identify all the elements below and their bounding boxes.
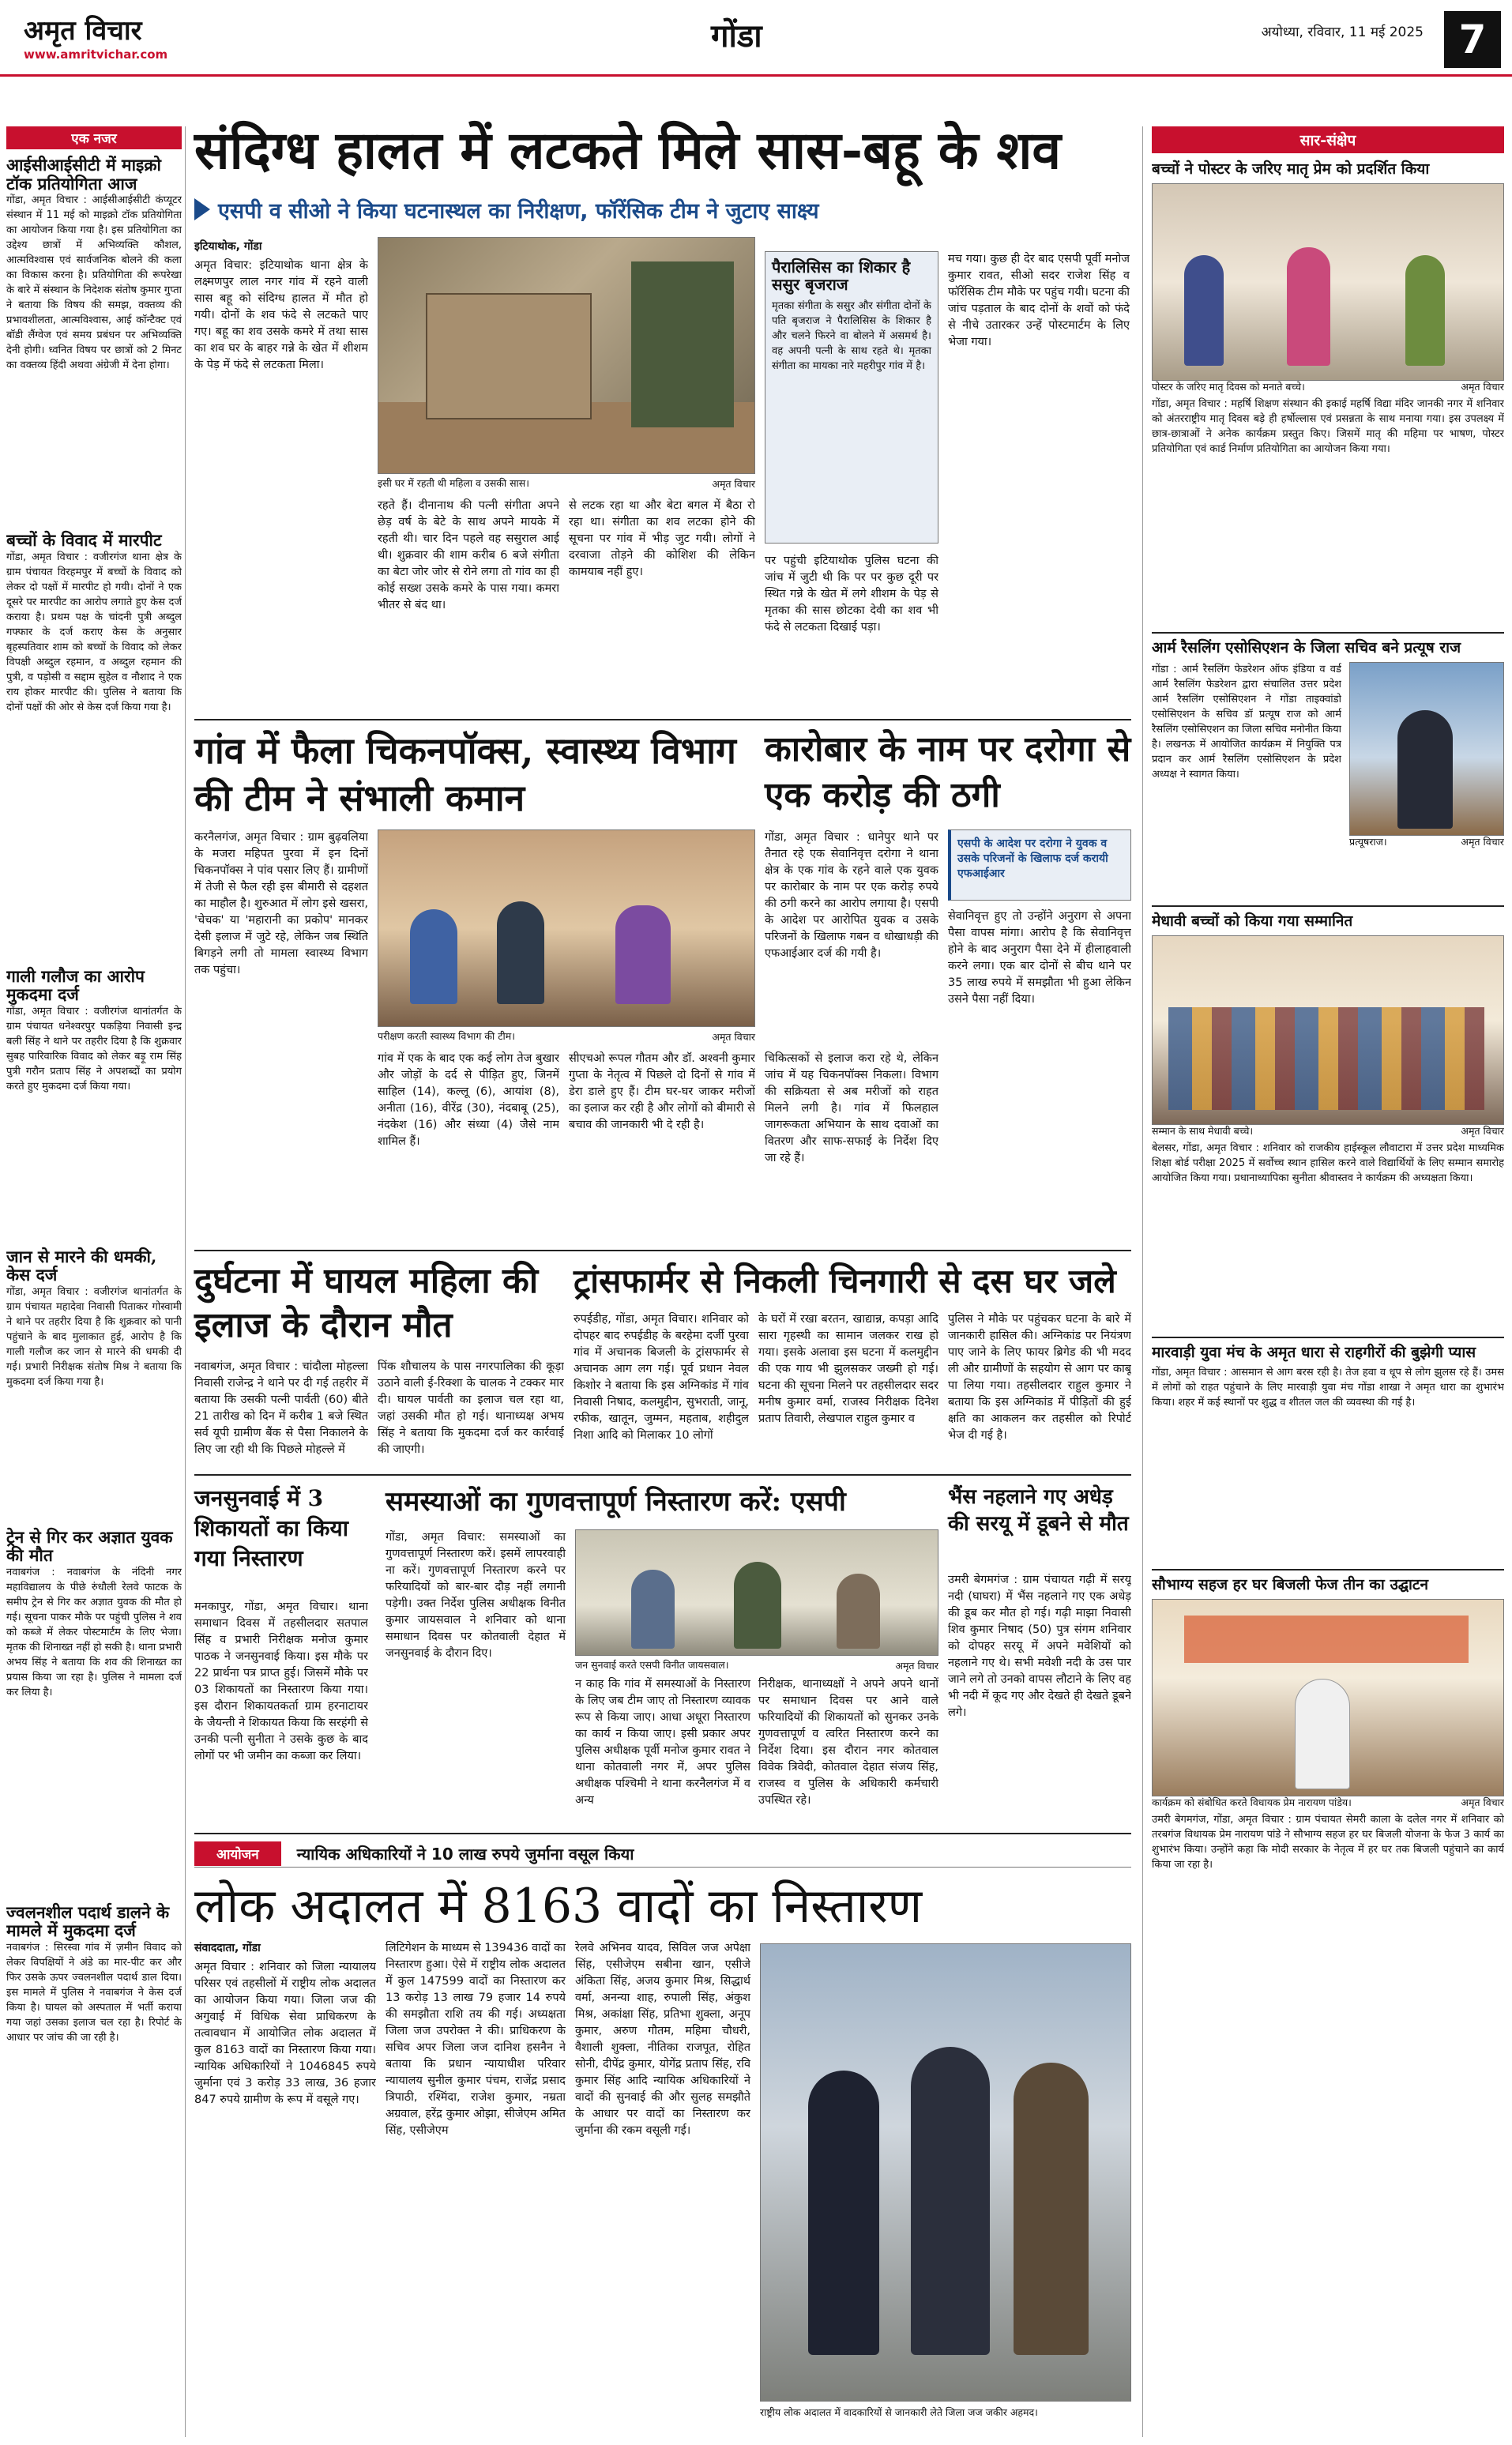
brief-text: नवाबगंज : नवाबगंज के नंदिनी नगर महाविद्यालय के पीछे रुंधौली रेलवे फाटक के समीप ट्रेन से गिर कर अज्ञात युवक की मौत हो गई। सूचना पाकर मौके पर पहुंची पुलिस ने शव को कब्जे में लेकर पोस्टमार्टम के लिए भेजा। मृतक की शिनाख्त नहीं हो सकी है। थाना प्रभारी अभय सिंह ने बताया कि शव की शिनाख्त का प्रयास किया जा रहा है। पुलिस ने मामला दर्ज कर लिया है।: [6, 1566, 182, 1698]
brief-text: गोंडा : आर्म रैसलिंग फेडरेशन ऑफ इंडिया व वर्ड आर्म रैसलिंग फेडरेशन द्वारा संचालित उत्तर प्रदेश आर्म रैसलिंग एसोसिएशन ने गोंडा ताइक्वांडो एसोसिएशन के सचिव डॉ प्रत्यूष राज को आर्म रैसलिंग एसोसिएशन का जिला सचिव मनोनीत किया है। लखनऊ में आयोजित कार्यक्रम में नियुक्ति पत्र प्रदान कर आर्म रैसलिंग एसोसिएशन के प्रदेश अध्यक्ष ने स्वागत किया।: [1152, 664, 1341, 781]
arm-wrestling-block: [1152, 662, 1504, 899]
quality-photo: [575, 1529, 938, 1656]
story-divider: [194, 719, 1131, 720]
brief-text: गोंडा, अमृत विचार : आसमान से आग बरस रही है। तेज हवा व धूप से लोग झुलस रहे हैं। उमस में लोगों को राहत पहुंचाने के लिए मारवाड़ी युवा मंच गोंडा शाखा ने अमृत धारा का शुभारंभ किया। शहर में कई स्थानों पर शुद्ध व शीतल जल की व्यवस्था की गई है।: [1152, 1367, 1504, 1409]
photo-person: [615, 905, 671, 1004]
chickenpox-col2: गांव में एक के बाद एक कई लोग तेज बुखार और जोड़ों के दर्द से पीड़ित हुए, जिनमें साहिल (14), कल्लू (6), आयांश (8), अनीता (16), वीरेंद्र (30), नंदबाबू (25), नंदकेश (16) और संध्या (4) जैसे नाम शामिल हैं।: [378, 1052, 559, 1148]
fraud-box: एसपी के आदेश पर दरोगा ने युवक व उसके परिजनों के खिलाफ दर्ज करायी एफआईआर: [948, 829, 1131, 901]
brief-heading: बच्चों के विवाद में मारपीट: [6, 530, 162, 551]
quality-headline: समस्याओं का गुणवत्तापूर्ण निस्तारण करें: एसपी: [386, 1486, 846, 1518]
brief-text: गोंडा, अमृत विचार : वजीरगंज थानांतर्गत के ग्राम पंचायत धनेश्वरपुर पकड़िया निवासी इन्द्र बली सिंह ने थाने पर तहरीर दिया है कि शुक्रवार सुबह पारिवारिक विवाद को लेकर बड़ू राम सिंह पुत्री गरौन प्रताप सिंह ने अपशब्दों का प्रयोग करते हुए मुकदमा दर्ज किया गया।: [6, 1005, 182, 1093]
transformer-col2: के घरों में रखा बरतन, खाद्यान्न, कपड़ा आदि सारा गृहस्थी का सामान जलकर राख हो गया। इसके अलावा इस घटना में कलमुद्दीन की एक गाय भी झुलसकर जख्मी हो गई। घटना की सूचना मिलने पर तहसीलदार सदर मनीष कुमार वर्मा, राजस्व निरीक्षक दिनेश प्रताप तिवारी, लेखपाल राहुल कुमार व: [758, 1313, 938, 1425]
main-headline: संदिग्ध हालत में लटकते मिले सास-बहू के शव: [194, 119, 1062, 181]
brief-heading: ज्वलनशील पदार्थ डालने के मामले में मुकदमा दर्ज: [6, 1901, 170, 1941]
brief-text: नवाबगंज : सिरस्वा गांव में ज़मीन विवाद को लेकर विपक्षियों ने अंडे का मार-पीट कर और फिर उसके ऊपर ज्वलनशील पदार्थ डाल दिया। इस मामले में पुलिस ने नवाबगंज ने केस दर्ज किया है। घायल को अस्पताल में भर्ती कराया गया जहां उसका इलाज चल रहा है। रिपोर्ट के आधार पर जांच की जा रही है।: [6, 1941, 182, 2044]
quality-caption: जन सुनवाई करते एसपी विनीत जायसवाल।: [575, 1659, 729, 1671]
chickenpox-col3: सीएचओ रूपल गौतम और डॉ. अश्वनी कुमार गुप्ता के नेतृत्व में पिछले दो दिनों से गांव में डेरा डाले हुए हैं। टीम घर-घर जाकर मरीजों का इलाज कर रही है और लोगों को बीमारी से बचाव की जानकारी भी दे रही है।: [569, 1052, 755, 1131]
transformer-lead: रुपईडीह, गोंडा, अमृत विचार। शनिवार को दोपहर बाद रुपईडीह के बरहेमा दर्जी पुरवा गांव में अचानक बिजली के ट्रांसफार्मर से अचानक आग लग गई। पूर्व प्रधान नेवल किशोर ने बताया कि इस अग्निकांड में गांव निवासी निषाद, कलमुद्दीन, सुभराती, जानू, रफीक, खातून, जुम्मन, महताब, शहीदुल निशा आदि को मिलाकर 10 लोगों: [574, 1313, 749, 1442]
logo: अमृत विचार: [24, 15, 142, 47]
photo-credit: अमृत विचार: [712, 1031, 755, 1043]
ssur-box-heading: पैरालिसिस का शिकार है ससुर बृजराज: [772, 258, 911, 295]
main-photo-caption: इसी घर में रहती थी महिला व उसकी सास।: [378, 477, 529, 489]
drown-headline: भैंस नहलाने गए अधेड़ की सरयू में डूबने से मौत: [948, 1485, 1129, 1536]
main-col5: मच गया। कुछ ही देर बाद एसपी पूर्वी मनोज कुमार रावत, सीओ सदर राजेश सिंह व फॉरेंसिक टीम मौके पर पहुंच गयी। घटना की जांच पड़ताल के बाद दोनों के शवों को फंदे से नीचे उतारकर उन्हें पोस्टमार्टम के लिए भेजा गया।: [948, 253, 1130, 348]
photo-person: [410, 909, 457, 1004]
photo-credit: अमृत विचार: [895, 1660, 938, 1672]
left-column: [6, 126, 182, 2433]
chickenpox-photo: [378, 829, 755, 1027]
brief-heading: मारवाड़ी युवा मंच के अमृत धारा से राहगीरों की बुझेगी प्यास: [1152, 1337, 1504, 1362]
brief-text: गोंडा, अमृत विचार : महर्षि शिक्षण संस्थान की इकाई महर्षि विद्या मंदिर जानकी नगर में शनिवार को अंतरराष्ट्रीय मातृ दिवस बड़े ही हर्षोल्लास एवं प्रसन्नता के साथ मनाया गया। इस उपलक्ष्य में छात्र-छात्राओं ने अनेक कार्यक्रम प्रस्तुत किए। जिसमें मातृ की महिमा पर भाषण, पोस्टर प्रतियोगिता एवं कार्ड निर्माण प्रतियोगिता का आयोजन किया गया।: [1152, 398, 1504, 455]
photo-person: [1184, 255, 1224, 366]
photo-banner: [1184, 1616, 1469, 1663]
lok-headline: लोक अदालत में 8163 वादों का निस्तारण: [194, 1879, 923, 1934]
header-rule: [0, 74, 1512, 77]
transformer-headline: ट्रांसफार्मर से निकली चिनगारी से दस घर जले: [574, 1262, 1116, 1300]
quality-text: गोंडा, अमृत विचार: समस्याओं का गुणवत्तापूर्ण निस्तारण करें। इसमें लापरवाही ना करें। गुणवत्तापूर्ण निस्तारण करने पर फरियादियों को बार-बार दौड़ नहीं लगानी पड़ेगी। उक्त निर्देश पुलिस अधीक्षक विनीत कुमार जायसवाल ने शनिवार को थाना समाधान दिवस पर कोतवाली देहात में जनसुनवाई के दौरान दिए।: [386, 1531, 566, 1660]
meritorious-photo: [1152, 935, 1504, 1125]
brief-text: गोंडा, अमृत विचार : आईसीआईसीटी कंप्यूटर संस्थान में 11 मई को माइक्रो टॉक प्रतियोगिता का आयोजन किया गया है। इस प्रतियोगिता का उद्देश्य छात्रों में अभिव्यक्ति कौशल, आत्मविश्वास एवं सार्वजनिक बोलने की कला का विकास करना है। प्रतियोगिता की रूपरेखा के बारे में संस्थान के निदेशक संतोष कुमार गुप्ता ने बताया कि विषय की समझ, वक्तव्य की प्रभावशीलता, आत्मविश्वास, आई कॉन्टैक्ट एवं बॉडी लैंग्वेज एवं समय प्रबंधन पर अभिव्यक्ति देनी होगी। ध्वनित विषय पर छात्रों को 2 मिनट का वक्तव्य हिंदी अथवा अंग्रेजी में देना होगा।: [6, 194, 182, 372]
photo-credit: अमृत विचार: [712, 478, 755, 490]
column-rule: [1142, 126, 1143, 2437]
drown-text: उमरी बेगमगंज : ग्राम पंचायत गढ़ी में सरयू नदी (घाघरा) में भैंस नहलाने गए एक अधेड़ की डूब कर मौत हो गई। गढ़ी माझा निवासी शिव कुमार निषाद (50) पुत्र संगम शनिवार को दोपहर सरयू में अपने मवेशियों को नहलाने गए थे। सभी मवेशी नदी के उस पार जाने लगे तो उनको वापस लौटाने के लिए वह भी नदी में कूद गए और देखते ही देखते डूबने लगे।: [948, 1574, 1131, 1719]
brief-list: [6, 156, 182, 2240]
main-subhead: एसपी व सीओ ने किया घटनास्थल का निरीक्षण, फॉरेंसिक टीम ने जुटाए साक्ष्य: [194, 191, 1126, 228]
quality-col3: निरीक्षक, थानाध्यक्षों ने अपने अपने थानों पर समाधान दिवस पर आने वाले फरियादियों की शिकायतों को सुनकर उनके गुणवत्तापूर्ण व त्वरित निस्तारण करने का निर्देश दिया। इस दौरान नगर कोतवाल विवेक त्रिवेदी, कोतवाल देहात संजय सिंह, राजस्व व पुलिस के अधिकारी कर्मचारी उपस्थित रहे।: [758, 1678, 938, 1807]
main-photo: [378, 237, 755, 474]
quality-col2: न काह कि गांव में समस्याओं के निस्तारण के लिए जब टीम जाए तो निस्तारण व्यावक रूप से किया जाए। आधा अधूरा निस्तारण का कार्य न किया जाए। इसी प्रकार अपर पुलिस अधीक्षक पूर्वी मनोज कुमार रावत ने थाना कोतवाली नगर में, अपर पुलिस अधीक्षक पश्चिमी ने थाना करनैलगंज में व अन्य: [575, 1678, 750, 1807]
caption-row: सम्मान के साथ मेधावी बच्चे। अमृत विचार: [1152, 1125, 1504, 1137]
ssur-box: [765, 251, 938, 544]
brief-text: बेलसर, गोंडा, अमृत विचार : शनिवार को राजकीय हाईस्कूल लौवाटारा में उत्तर प्रदेश माध्यमिक शिक्षा बोर्ड परीक्षा 2025 में सर्वोच्च स्थान हासिल करने वाले विद्यार्थियों के लिए सम्मान समारोह आयोजित किया गया। प्रधानाध्यापिका सुनीता श्रीवास्तव ने कार्यक्रम की अध्यक्षता किया।: [1152, 1142, 1504, 1184]
section-label-saar-sankshep: सार-संक्षेप: [1152, 126, 1504, 153]
photo-tree: [631, 261, 734, 427]
photo-person: [1397, 710, 1453, 829]
accident-headline: दुर्घटना में घायल महिला की इलाज के दौरान मौत: [194, 1261, 539, 1345]
column-rule: [185, 126, 186, 2437]
jansunwai-headline: जनसुनवाई में 3 शिकायतों का किया गया निस्तारण: [194, 1485, 349, 1571]
fraud-headline: कारोबार के नाम पर दरोगा से एक करोड़ की ठगी: [765, 729, 1131, 815]
brief-text: गोंडा, अमृत विचार : वजीरगंज थानांतर्गत के ग्राम पंचायत महादेवा निवासी पिताकर गोस्वामी ने थाने पर तहरीर दिया है कि शुक्रवार को पानी पहुंचाने के बाद मुलाकात हुई, आरोप है कि गाली गलौज कर जान से मारने की धमकी दी गई। प्रभारी निरीक्षक संतोष मिश्र ने बताया कि मुकदमा दर्ज किया गया है।: [6, 1285, 182, 1388]
lok-photo: [760, 1943, 1131, 2402]
section-label-ek-nazar: एक नजर: [6, 126, 182, 149]
brief-heading: आर्म रैसलिंग एसोसिएशन के जिला सचिव बने प्रत्यूष राज: [1152, 632, 1504, 657]
page-number: 7: [1444, 11, 1501, 68]
lok-byline: संवाददाता, गोंडा: [194, 1942, 261, 1954]
transformer-col3: पुलिस ने मौके पर पहुंचकर घटना के बारे में जानकारी हासिल की। अग्निकांड पर नियंत्रण पाए जाने के लिए फायर ब्रिगेड की भी मदद ली और ग्रामीणों के सहयोग से आग पर काबू पा लिया गया। तहसीलदार राहुल कुमार ने बताया कि इस अग्निकांड में पीड़ितों की हुई क्षति का आकलन कर तहसील को रिपोर्ट भेज दी गई है।: [948, 1313, 1131, 1442]
caption-row: कार्यक्रम को संबोधित करते विधायक प्रेम नारायण पांडेय। अमृत विचार: [1152, 1796, 1504, 1808]
mother-day-photo: [1152, 183, 1504, 381]
dateline: अयोध्या, रविवार, 11 मई 2025: [1261, 24, 1424, 40]
photo-person: [1295, 1679, 1350, 1789]
masthead: [24, 11, 190, 70]
photo-credit: अमृत विचार: [1461, 381, 1504, 393]
story-divider: [194, 1474, 1131, 1476]
brief-heading: मेधावी बच्चों को किया गया सम्मानित: [1152, 905, 1504, 931]
photo-person: [837, 1574, 880, 1649]
main-lead-text: अमृत विचार: इटियाथोक थाना क्षेत्र के लक्ष्मणपुर लाल नगर गांव में रहने वाली सास बहू को संदिग्ध हालत में मौत हो गयी। दोनों के शव फंदे से लटकते पाए गए। बहू का शव उसके कमरे में तथा सास का शव घर के बाहर गन्ने के खेत में शीशम के पेड़ में फंदे से लटकता मिला।: [194, 259, 368, 371]
photo-person: [497, 901, 544, 1004]
lok-caption: राष्ट्रीय लोक अदालत में वादकारियों से जानकारी लेते जिला जज जकीर अहमद।: [760, 2406, 1038, 2418]
chickenpox-lead: करनैलगंज, अमृत विचार : ग्राम बुढ़वलिया के मजरा महिपत पुरवा में इन दिनों चिकनपॉक्स ने पांव पसार लिए हैं। ग्रामीणों में तेजी से फैल रही इस बीमारी से दहशत का माहौल है। शुरुआत में लोग इसे खसरा, 'चेचक' या 'महारानी का प्रकोप' मानकर देसी इलाज में जुटे रहे, लेकिन जब स्थिति बिगड़ने लगी तो मामला स्वास्थ्य विभाग तक पहुंचा।: [194, 831, 368, 976]
saubhagya-photo: [1152, 1599, 1504, 1796]
arm-wrestling-photo: [1349, 662, 1504, 836]
story-divider: [194, 1250, 1131, 1251]
main-col4: पर पहुंची इटियाथोक पुलिस घटना की जांच में जुटी थी कि पर पर कुछ दूरी पर स्थित गन्ने के खेत में लगे शीशम के पेड़ से मृतका की सास छोटका देवी का शव भी फंदे से लटकता दिखाई पड़ा।: [765, 555, 938, 634]
jansunwai-text: मनकापुर, गोंडा, अमृत विचार। थाना समाधान दिवस में तहसीलदार सतपाल सिंह व प्रभारी निरीक्षक मनोज कुमार पाठक ने जनसुनवाई किया। इस मौके पर 22 प्रार्थना पत्र प्राप्त हुई। जिसमें मौके पर 03 शिकायतों का निस्तारण किया गया। इस दौरान शिकायतकर्ता ग्राम हरनाटायर के जैयन्ती ने शिकायत किया कि सरहंगी से उनकी पत्नी सुनीता ने उसके कुछ के बाद लोगों पर भी जमीन का कब्जा कर लिया।: [194, 1601, 368, 1762]
caption-row: [1152, 381, 1504, 393]
main-col3: से लटक रहा था और बेटा बगल में बैठा रो रहा था। संगीता का शव लटका होने की सूचना पर गांव में भीड़ जुट गयी। लोगों ने दरवाजा तोड़ने की कोशिश की लेकिन कामयाब नहीं हुए।: [569, 499, 755, 578]
section-label-aayojan: आयोजन: [194, 1841, 281, 1866]
lok-col2: लिटिगेशन के माध्यम से 139436 वादों का निस्तारण हुआ। ऐसे में राष्ट्रीय लोक अदालत में कुल 147599 वादों का निस्तारण कर 13 करोड़ 13 लाख 79 हजार 14 रुपये की समझौता राशि तय की गई। अध्यक्षता जिला जज उपरोक्त ने की। प्राधिकरण के सचिव अपर जिला जज दानिश हसनैन ने बताया कि प्रधान न्यायाधीश परिवार न्यायालय सुनील कुमार पंचम, राजेंद्र प्रसाद त्रिपाठी, रश्मिंदा, राजेश कुमार, नम्रता अग्रवाल, हरेंद्र कुमार ओझा, सीजेएम अमित सिंह, एसीजेएम: [386, 1942, 566, 2137]
photo-house: [426, 293, 592, 419]
photo-person: [808, 2071, 879, 2355]
main-col2: रहते हैं। दीनानाथ की पत्नी संगीता अपने छेड़ वर्ष के बेटे के साथ अपने मायके में रहती थी। चार दिन पहले वह ससुराल आई थी। शुक्रवार की शाम करीब 6 बजे संगीता का बेटा जोर जोर से रोने लगा तो गांव का ही कोई सख्श उसके कमरे के पास गया। कमरा भीतर से बंद था।: [378, 499, 559, 611]
photo-person: [734, 1562, 781, 1649]
accident-col2: पिंक शौचालय के पास नगरपालिका की कूड़ा उठाने वाली ई-रिक्शा के चालक ने टक्कर मार दी। घायल पार्वती का इलाज चल रहा था, जहां उसकी मौत हो गई। थानाध्यक्ष अभय सिंह ने बताया कि मुकदमा दर्ज कर कार्रवाई की जाएगी।: [378, 1360, 564, 1456]
arm-wrestling-photo-wrap: [1349, 662, 1504, 899]
arrow-icon: [194, 198, 210, 220]
photo-caption: पोस्टर के जरिए मातृ दिवस को मनाते बच्चे।: [1152, 381, 1305, 393]
story-divider: [194, 1833, 1131, 1834]
right-column: [1152, 126, 1504, 2433]
fraud-lead: गोंडा, अमृत विचार : धानेपुर थाने पर तैनात रहे एक सेवानिवृत्त दरोगा ने थाना क्षेत्र के एक गांव के रहने वाले एक युवक पर कारोबार के नाम पर एक करोड़ रुपये की ठगी करने का आरोप लगाया है। एसपी के आदेश पर आरोपित युवक व उसके परिजनों के खिलाफ गबन व धोखाधड़ी की एफआईआर दर्ज की गयी है।: [765, 831, 938, 960]
chickenpox-col4: चिकित्सकों से इलाज करा रहे थे, लेकिन जांच में यह चिकनपॉक्स निकला। विभाग की सक्रियता से अब मरीजों को राहत मिलने लगी है। गांव में फिलहाल जागरूकता अभियान के साथ दवाओं का वितरण और साफ-सफाई के निर्देश दिए जा रहे हैं।: [765, 1052, 938, 1164]
photo-person: [911, 2047, 990, 2355]
site-url[interactable]: www.amritvichar.com: [24, 47, 168, 62]
photo-person: [1014, 2063, 1089, 2355]
brief-heading: जान से मारने की धमकी, केस दर्ज: [6, 1246, 157, 1285]
photo-person: [631, 1570, 675, 1649]
brief-text: गोंडा, अमृत विचार : वजीरगंज थाना क्षेत्र के ग्राम पंचायत विरहमपुर में बच्चों के विवाद को लेकर दो पक्षों में मारपीट हो गयी। दोनों ने एक दूसरे पर मारपीट का आरोप लगाते हुए केस दर्ज कराया है। प्रथम पक्ष के चांदनी पुत्री अब्दुल गफ्फार के दर्ज कराए केस के अनुसार बृहस्पतिवार शाम को बच्चों के विवाद को लेकर विपक्षी अब्दुल रहमान, व अब्दुल रहमान की पुत्री, व पड़ोसी व सद्दाम सुहेल व नौशाद ने एक राय होकर मारपीट की। पुलिस ने बताया कि दोनों पक्षों की ओर से केस दर्ज किया गया है।: [6, 551, 182, 713]
photo-person: [1405, 255, 1445, 366]
brief-text: उमरी बेगमगंज, गोंडा, अमृत विचार : ग्राम पंचायत सेमरी काला के दलेल नगर में शनिवार को तरबगंज विधायक प्रेम नारायण पांडे ने सौभाग्य सहज हर घर बिजली योजना के फेज 3 कार्य का शुभारंभ किया। उन्होंने कहा कि मोदी सरकार के नेतृत्व में हर घर तक बिजली पहुंचाने का कार्य किया जा रहा है।: [1152, 1814, 1504, 1871]
fraud-col2: सेवानिवृत्त हुए तो उन्होंने अनुराग से अपना पैसा वापस मांगा। आरोप है कि सेवानिवृत्त होने के बाद अनुराग पैसा देने में हीलाहवाली करने लगा। एक बार दोनों से बीच थाने पर 35 लाख रुपये में समझौता भी हुआ लेकिन उसने पैसा नहीं दिया।: [948, 910, 1131, 1006]
caption-row: प्रत्यूषराज। अमृत विचार: [1349, 836, 1504, 848]
brief-heading: बच्चों ने पोस्टर के जरिए मातृ प्रेम को प्रदर्शित किया: [1152, 160, 1430, 178]
brief-heading: गाली गलौज का आरोप मुकदमा दर्ज: [6, 965, 145, 1005]
lok-lead: अमृत विचार : शनिवार को जिला न्यायालय परिसर एवं तहसीलों में राष्ट्रीय लोक अदालत का आयोजन किया गया। जिला जज की अगुवाई में विधिक सेवा प्राधिकरण के तत्वावधान में आयोजित लोक अदालत में कुल 8163 वादों का निस्तारण किया गया। न्यायिक अधिकारियों ने 1046845 रुपये जुर्माना एवं 3 करोड़ 33 लाख, 36 हजार 847 रुपये ग्रामीण के रूप में वसूले गए।: [194, 1961, 376, 2106]
photo-person: [1287, 247, 1330, 366]
brief-heading: ट्रेन से गिर कर अज्ञात युवक की मौत: [6, 1526, 173, 1566]
chickenpox-caption: परीक्षण करती स्वास्थ्य विभाग की टीम।: [378, 1030, 515, 1042]
lok-kicker: न्यायिक अधिकारियों ने 10 लाख रुपये जुर्माना वसूल किया: [296, 1845, 634, 1864]
ssur-box-text: मृतका संगीता के ससुर और संगीता दोनों के पति बृजराज ने पैरालिसिस के शिकार है और चलने फिरने वा बोलने में असमर्थ है। वह अपनी पत्नी के साथ रहते थे। मृतका संगीता का मायका नारे महरीपुर गांव में है।: [772, 299, 931, 372]
photo-group: [1168, 1007, 1484, 1110]
lok-kicker-bar: [194, 1841, 1131, 1868]
brief-heading: सौभाग्य सहज हर घर बिजली फेज तीन का उद्घाटन: [1152, 1569, 1504, 1594]
lok-col3: रेलवे अभिनव यादव, सिविल जज अपेक्षा सिंह, एसीजेएम सबीना खान, एसीजे अंकिता सिंह, अजय कुमार मिश्र, सिद्धार्थ वर्मा, अनन्या शाह, रुपाली सिंह, अंकुश मिश्र, अकांक्षा सिंह, प्रतिभा शुक्ला, अनूप कुमार, अरुण गौतम, महिमा चौधरी, वैशाली शुक्ला, नीतिका राजपूत, रोहित सोनी, दीपेंद्र कुमार, योगेंद्र प्रताप सिंह, रवि कुमार सिंह आदि न्यायिक अधिकारियों ने वादों की सुनवाई की और सुलह समझौते के आधार पर वादों का निस्तारण कर जुर्माना की रकम वसूली गई।: [575, 1942, 750, 2137]
main-byline: इटियाथोक, गोंडा: [194, 240, 262, 253]
accident-lead: नवाबगंज, अमृत विचार : चांदौला मोहल्ला निवासी राजेन्द्र ने थाने पर दी गई तहरीर में बताया कि उसकी पत्नी पार्वती (60) बीते 21 तारीख को दिन में करीब 1 बजे स्थित सर्व यूपी ग्रामीण बैंक से पैसा निकालने के लिए जा रही थी कि पिछले मोहल्ले में: [194, 1360, 368, 1456]
section-title: गोंडा: [711, 17, 762, 55]
brief-heading: आईसीआईसीटी में माइक्रो टॉक प्रतियोगिता आज: [6, 155, 161, 194]
chickenpox-headline: गांव में फैला चिकनपॉक्स, स्वास्थ्य विभाग की टीम ने संभाली कमान: [194, 729, 736, 819]
